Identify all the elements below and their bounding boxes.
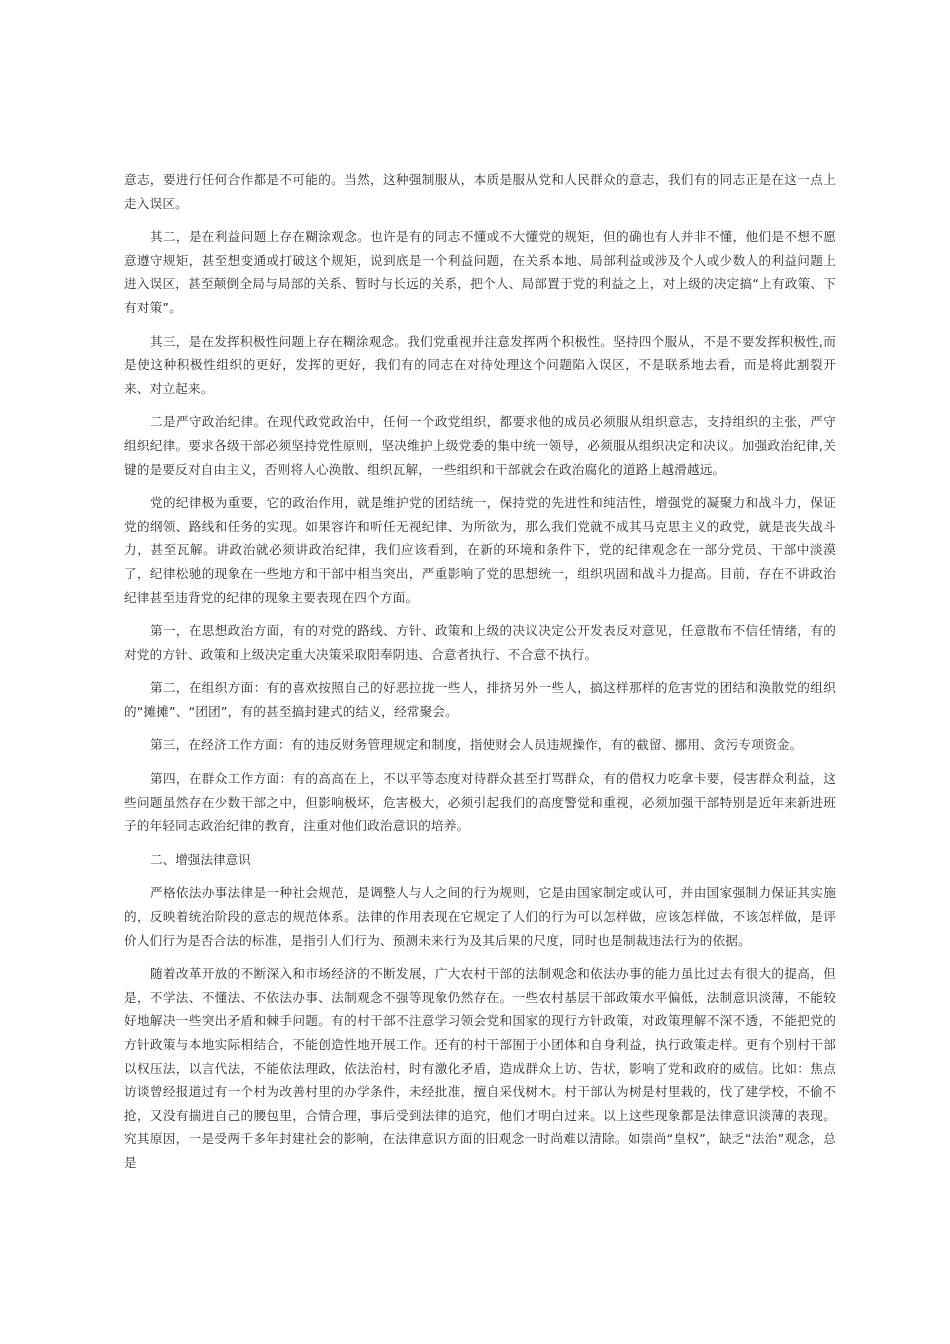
paragraph-party-discipline: 党的纪律极为重要，它的政治作用，就是维护党的团结统一，保持党的先进性和纯洁性，增强党的凝聚力和战斗力，保证党的纲领、路线和任务的实现。如果容许和听任无视纪律、为所欲为，那么我们党就不成其马克思主义的政党，就是丧失战斗力，甚至瓦解。讲政治就必须讲政治纪律，我们应该看到，在新的环境和条件下，党的纪律观念在一部分党员、干部中淡漠了，纪律松驰的现象在一些地方和干部中相当突出，严重影响了党的思想统一，组织巩固和战斗力提高。目前，存在不讲政治纪律甚至违背党的纪律的现象主要表现在四个方面。 — [124, 495, 836, 605]
paragraph-interest-issue: 其二，是在利益问题上存在糊涂观念。也许是有的同志不懂或不大懂党的规矩，但的确也有人并非不懂，他们是不想不愿意遵守规矩，甚至想变通或打破这个规矩，说到底是一个利益问题，在关系本地、局部利益或涉及个人或少数人的利益问题上进入误区，甚至颠倒全局与局部的关系、暂时与长远的关系，把个人、局部置于党的利益之上，对上级的决定搞“上有政策、下有对策”。 — [124, 229, 836, 315]
paragraph-law-definition: 严格依法办事法律是一种社会规范，是调整人与人之间的行为规则，它是由国家制定或认可，并由国家强制力保证其实施的，反映着统治阶段的意志的规范体系。法律的作用表现在它规定了人们的行为可以怎样做，应该怎样做，不该怎样做，是评价人们行为是否合法的标准，是指引人们行为、预测未来行为及其后果的尺度，同时也是制裁违法行为的依据。 — [124, 885, 836, 948]
document-body — [124, 168, 836, 1185]
paragraph-first-aspect: 第一，在思想政治方面，有的对党的路线、方针、政策和上级的决议决定公开发表反对意见，任意散布不信任情绪，有的对党的方针、政策和上级决定重大决策采取阳奉阴违、合意者执行、不合意不执行。 — [124, 623, 836, 662]
paragraph-continuation: 意志，要进行任何合作都是不可能的。当然，这种强制服从，本质是服从党和人民群众的意志，我们有的同志正是在这一点上走入误区。 — [124, 172, 836, 211]
paragraph-rural-cadres: 随着改革开放的不断深入和市场经济的不断发展，广大农村干部的法制观念和依法办事的能力虽比过去有很大的提高，但是，不学法、不懂法、不依法办事、法制观念不强等现象仍然存在。一些农村基层干部政策水平偏低，法制意识淡薄，不能较好地解决一些突出矛盾和棘手问题。有的村干部不注意学习领会党和国家的现行方针政策，对政策理解不深不透，不能把党的方针政策与本地实际相结合，不能创造性地开展工作。还有的村干部囿于小团体和自身利益，执行政策走样。更有个别村干部以权压法，以言代法，不能依法理政，依法治村，时有激化矛盾，造成群众上访、告状，影响了党和政府的威信。比如：焦点访谈曾经报道过有一个村为改善村里的办学条件，未经批准，擅自采伐树木。村干部认为树是村里栽的，伐了建学校，不偷不抢，又没有揣进自己的腰包里，合情合理，事后受到法律的追究，他们才明白过来。以上这些现象都是法律意识淡薄的表现。究其原因，一是受两千多年封建社会的影响，在法律意识方面的旧观念一时尚难以清除。如崇尚“皇权”，缺乏“法治”观念，总是 — [124, 966, 836, 1170]
section-heading-legal-awareness: 二、增强法律意识 — [150, 851, 251, 867]
paragraph-political-discipline: 二是严守政治纪律。在现代政党政治中，任何一个政党组织，都要求他的成员必须服从组织意志，支持组织的主张，严守组织纪律。要求各级干部必须坚持党性原则，坚决维护上级党委的集中统一领导，必须服从组织决定和决议。加强政治纪律,关键的是要反对自由主义，否则将人心涣散、组织瓦解，一些组织和干部就会在政治腐化的道路上越滑越远。 — [124, 414, 836, 477]
paragraph-second-aspect: 第二，在组织方面：有的喜欢按照自己的好恶拉拢一些人，排挤另外一些人，搞这样那样的危害党的团结和涣散党的组织的“摊摊”、“团团”，有的甚至搞封建式的结义，经常聚会。 — [124, 680, 836, 719]
paragraph-fourth-aspect: 第四，在群众工作方面：有的高高在上，不以平等态度对待群众甚至打骂群众，有的借权力吃拿卡要，侵害群众利益，这些问题虽然存在少数干部之中，但影响极坏，危害极大，必须引起我们的高度警觉和重视，必须加强干部特别是近年来新进班子的年轻同志政治纪律的教育，注重对他们政治意识的培养。 — [124, 771, 836, 834]
paragraph-enthusiasm-issue: 其三，是在发挥积极性问题上存在糊涂观念。我们党重视并注意发挥两个积极性。坚持四个服从，不是不要发挥积极性,而是使这种积极性组织的更好，发挥的更好，我们有的同志在对待处理这个问题陷入误区，不是联系地去看，而是将此割裂开来、对立起来。 — [124, 333, 836, 396]
paragraph-third-aspect: 第三，在经济工作方面：有的违反财务管理规定和制度，指使财会人员违规操作，有的截留、挪用、贪污专项资金。 — [150, 737, 803, 753]
